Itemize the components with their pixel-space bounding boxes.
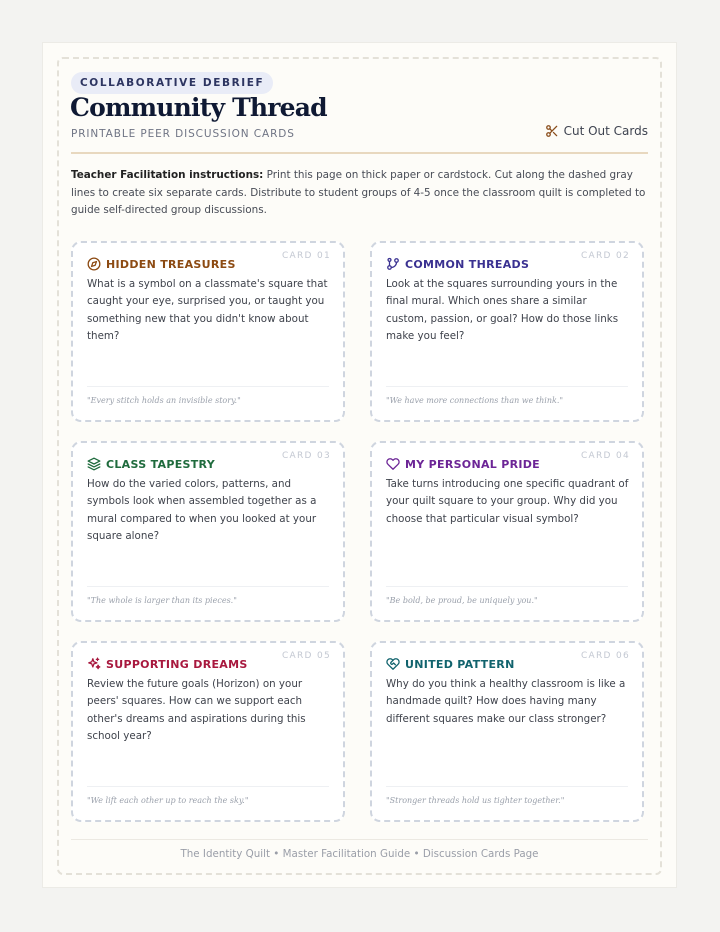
card-quote: "We lift each other up to reach the sky."	[87, 786, 329, 820]
page-subtitle: PRINTABLE PEER DISCUSSION CARDS	[71, 128, 295, 140]
card-title: UNITED PATTERN	[405, 657, 515, 671]
discussion-card-my-personal-pride	[370, 441, 644, 622]
printable-sheet	[43, 43, 676, 887]
scissors-icon	[545, 124, 559, 138]
handshake-heart-icon	[386, 657, 400, 671]
layers-icon	[87, 457, 101, 471]
card-number: CARD 01	[281, 251, 331, 261]
sparkles-icon	[87, 657, 101, 671]
card-title: HIDDEN TREASURES	[106, 257, 236, 271]
compass-icon	[87, 257, 101, 271]
card-quote: "We have more connections than we think."	[386, 386, 628, 420]
card-number: CARD 02	[580, 251, 630, 261]
teacher-instructions	[71, 167, 650, 220]
card-title: CLASS TAPESTRY	[106, 457, 215, 471]
instructions-label: Teacher Facilitation instructions:	[71, 169, 264, 181]
card-title: SUPPORTING DREAMS	[106, 657, 248, 671]
card-title: COMMON THREADS	[405, 257, 530, 271]
header-divider	[71, 152, 648, 154]
card-number: CARD 03	[281, 451, 331, 461]
card-question: Look at the squares surrounding yours in the final mural. Which ones share a similar custom, passion, or goal? How do those links make you feel?	[386, 278, 619, 342]
card-number: CARD 06	[580, 651, 630, 661]
card-question: What is a symbol on a classmate's square that caught your eye, surprised you, or taught you something new that you didn't know about them?	[87, 278, 328, 342]
card-quote: "Every stitch holds an invisible story."	[87, 386, 329, 420]
instructions-text: Print this page on thick paper or cardstock. Cut along the dashed gray lines to create six separate cards. Distribute to student groups of 4-5 once the classroom quilt is completed to guide self-directed group discussions.	[71, 169, 646, 216]
heart-icon	[386, 457, 400, 471]
card-quote: "The whole is larger than its pieces."	[87, 586, 329, 620]
card-question: Why do you think a healthy classroom is like a handmade quilt? How does having many different squares make our class stronger?	[386, 678, 626, 725]
discussion-card-class-tapestry	[71, 441, 345, 622]
card-question: Take turns introducing one specific quadrant of your quilt square to your group. Why did you choose that particular visual symbol?	[386, 478, 629, 525]
cut-out-cards-label: Cut Out Cards	[563, 124, 648, 138]
card-quote: "Be bold, be proud, be uniquely you."	[386, 586, 628, 620]
discussion-card-united-pattern	[370, 641, 644, 822]
page-footer: The Identity Quilt • Master Facilitation Guide • Discussion Cards Page	[71, 839, 648, 870]
card-quote: "Stronger threads hold us tighter together."	[386, 786, 628, 820]
cut-out-cards-button[interactable]	[545, 124, 648, 138]
card-number: CARD 04	[580, 451, 630, 461]
category-badge: COLLABORATIVE DEBRIEF	[71, 72, 273, 94]
page-title: Community Thread	[70, 93, 327, 122]
discussion-card-common-threads	[370, 241, 644, 422]
branch-icon	[386, 257, 400, 271]
card-title: MY PERSONAL PRIDE	[405, 457, 540, 471]
card-number: CARD 05	[281, 651, 331, 661]
card-question: How do the varied colors, patterns, and symbols look when assembled together as a mural compared to when you looked at your square alone?	[87, 478, 317, 542]
discussion-card-supporting-dreams	[71, 641, 345, 822]
card-question: Review the future goals (Horizon) on your peers' squares. How can we support each other's dreams and aspirations during this school year?	[87, 678, 306, 742]
discussion-card-hidden-treasures	[71, 241, 345, 422]
